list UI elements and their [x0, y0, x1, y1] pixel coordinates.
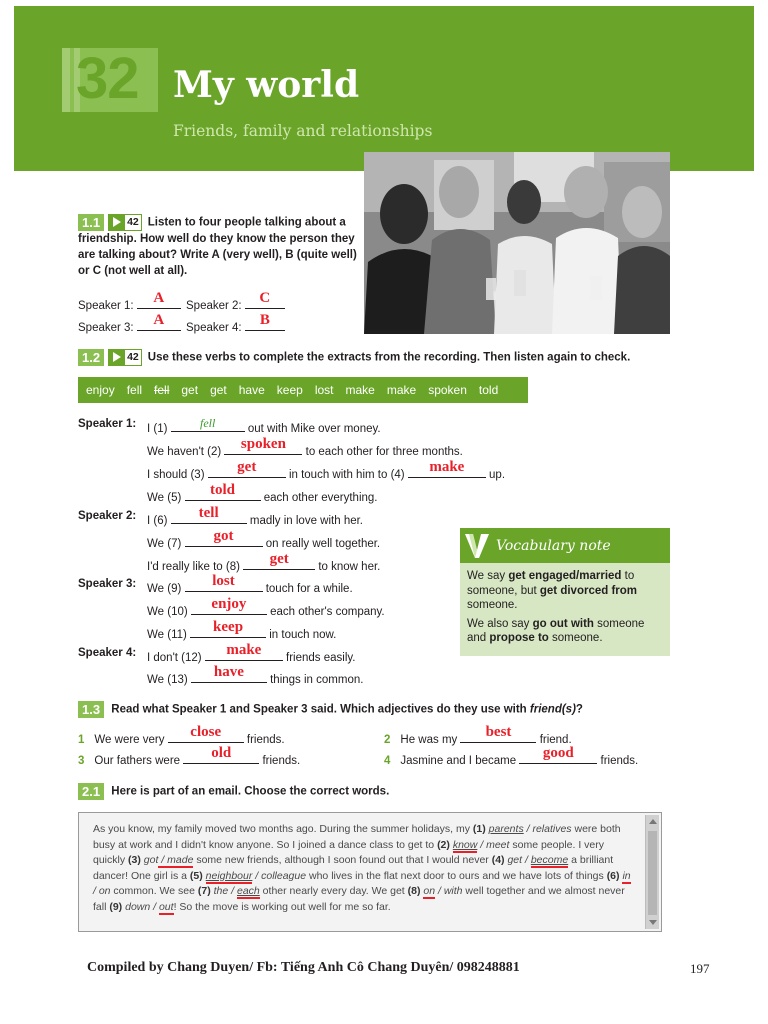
choice-selected[interactable]: parents — [488, 823, 524, 835]
speaker-answer-row: Speaker 4: B — [186, 317, 285, 334]
word-item: enjoy — [86, 383, 115, 397]
page-number: 197 — [690, 961, 710, 976]
word-box — [78, 377, 528, 403]
word-item: lost — [314, 383, 334, 397]
exercise-number: 1.2 — [78, 349, 104, 366]
answer-blank[interactable]: A — [137, 317, 181, 331]
choice-selected[interactable]: know — [452, 838, 478, 851]
answer-blank[interactable]: old — [183, 750, 259, 764]
answer-blank[interactable]: got — [185, 533, 263, 547]
email-text-box[interactable] — [78, 812, 662, 932]
answer-blank[interactable]: B — [245, 317, 285, 331]
adjective-item: 3 Our fathers were old friends. — [78, 745, 301, 767]
vocabulary-note-header — [460, 528, 670, 563]
word-item: fell — [126, 383, 143, 397]
choice-selected[interactable]: out — [158, 900, 174, 913]
vocabulary-v-icon — [464, 532, 490, 560]
play-icon — [108, 349, 124, 366]
vocabulary-note-title: Vocabulary note — [496, 537, 611, 554]
answer-blank[interactable]: get — [243, 556, 315, 570]
audio-track-button[interactable]: 42 — [108, 214, 142, 231]
choice-selected[interactable]: in — [622, 869, 631, 882]
answer-blank[interactable]: fell — [171, 418, 245, 432]
answer-blank[interactable]: tell — [171, 510, 247, 524]
choice-selected[interactable]: / made — [158, 854, 194, 867]
word-item: make — [345, 383, 375, 397]
answer-blank[interactable]: close — [168, 729, 244, 743]
answer-blank[interactable]: lost — [185, 578, 263, 592]
extract-line: We (10) enjoy each other's company. — [147, 596, 385, 618]
word-item: told — [478, 383, 499, 397]
unit-number: 32 — [76, 46, 139, 111]
vocabulary-note — [460, 528, 670, 656]
audio-track-button[interactable]: 42 — [108, 349, 142, 366]
answer-blank[interactable]: keep — [190, 624, 266, 638]
word-item: have — [238, 383, 265, 397]
extract-line: Speaker 2: I (6) tell madly in love with her. — [78, 505, 363, 527]
exercise-1-1 — [78, 214, 360, 279]
vocabulary-note-body: We say get engaged/married to someone, but get divorced from someone. We also say go out with someone and propose to someone. — [460, 563, 670, 656]
choice-selected[interactable]: become — [530, 854, 569, 867]
exercise-number: 1.3 — [78, 701, 104, 718]
exercise-1-1-instruction: 1.1 42 Listen to four people talking about a friendship. How well do they know the person they are talking about? Write A (very well), B (quite well) or C (not well at all). — [78, 215, 357, 277]
page-subtitle: Friends, family and relationships — [173, 122, 433, 140]
answer-blank[interactable]: make — [408, 464, 486, 478]
extract-line: I should (3) get in touch with him to (4) make up. — [147, 459, 506, 481]
exercise-number: 1.1 — [78, 214, 104, 231]
email-scrollbar[interactable] — [645, 815, 659, 929]
word-item: make — [386, 383, 417, 397]
word-item-used: fell — [154, 383, 170, 397]
page-title: My world — [173, 64, 360, 106]
exercise-1-3-instruction: 1.3 Read what Speaker 1 and Speaker 3 said. Which adjectives do they use with friend(s)? — [78, 701, 583, 718]
extract-line: Speaker 3: We (9) lost touch for a while. — [78, 573, 353, 595]
word-item: get — [181, 383, 199, 397]
extract-line: Speaker 4: I don't (12) make friends easily. — [78, 642, 356, 664]
answer-blank[interactable]: best — [460, 729, 536, 743]
play-icon — [108, 214, 124, 231]
exercise-1-3 — [78, 701, 583, 718]
exercise-2-1-instruction: 2.1 Here is part of an email. Choose the correct words. — [78, 783, 389, 800]
answer-blank[interactable]: A — [137, 295, 181, 309]
footer-credit: Compiled by Chang Duyen/ Fb: Tiếng Anh Cô Chang Duyên/ 098248881 — [87, 960, 520, 975]
exercise-number: 2.1 — [78, 783, 104, 800]
exercise-2-1 — [78, 783, 389, 800]
speaker-answer-row: Speaker 1: A — [78, 295, 181, 312]
word-item: keep — [276, 383, 303, 397]
answer-blank[interactable]: have — [191, 669, 267, 683]
answer-blank[interactable]: spoken — [224, 441, 302, 455]
answer-blank[interactable]: enjoy — [191, 601, 267, 615]
speaker-answer-row: Speaker 3: A — [78, 317, 181, 334]
choice-selected[interactable]: neighbour — [205, 869, 253, 882]
adjective-item: 2 He was my best friend. — [384, 724, 572, 746]
answer-blank[interactable]: told — [185, 487, 261, 501]
word-item: get — [210, 383, 227, 397]
answer-blank[interactable]: C — [245, 295, 285, 309]
scroll-down-icon[interactable] — [649, 920, 657, 925]
extract-line: I'd really like to (8) get to know her. — [147, 551, 381, 573]
extract-line: We (7) got on really well together. — [147, 528, 381, 550]
extract-line: We (13) have things in common. — [147, 664, 364, 686]
extract-line: Speaker 1: I (1) fell out with Mike over money. — [78, 416, 381, 435]
choice-selected[interactable]: on — [423, 885, 436, 898]
extract-line: We haven't (2) spoken to each other for three months. — [147, 436, 463, 458]
answer-blank[interactable]: get — [208, 464, 286, 478]
speaker-answer-row: Speaker 2: C — [186, 295, 285, 312]
adjective-item: 1 We were very close friends. — [78, 724, 285, 746]
scroll-up-icon[interactable] — [649, 819, 657, 824]
email-text: As you know, my family moved two months ago. During the summer holidays, my (1) parents / relatives were both busy at work and I didn't know anyone. So I joined a dance class to get to (2) know / meet some people. I very quickly (3) got / made some new friends, although I soon found out that I would never (4) get / become a brilliant dancer! One girl is a (5) neighbour / colleague who lives in the flat next door to ours and we have lots of things (6) in / on common. We see (7) the / each other nearly every day. We get (8) on / with well together and we almost never fall (9) down / out! So the move is working out well for me so far. — [93, 823, 631, 913]
friends-photo — [364, 152, 670, 334]
answer-blank[interactable]: make — [205, 647, 283, 661]
answer-blank[interactable]: good — [519, 750, 597, 764]
exercise-1-2-instruction: 1.2 42 Use these verbs to complete the extracts from the recording. Then listen again to check. — [78, 349, 718, 366]
extract-line: We (11) keep in touch now. — [147, 619, 337, 641]
choice-selected[interactable]: each — [236, 885, 260, 898]
word-item: spoken — [428, 383, 467, 397]
scroll-thumb[interactable] — [648, 831, 657, 915]
exercise-1-2 — [78, 349, 718, 366]
extract-line: We (5) told each other everything. — [147, 482, 378, 504]
adjective-item: 4 Jasmine and I became good friends. — [384, 745, 639, 767]
